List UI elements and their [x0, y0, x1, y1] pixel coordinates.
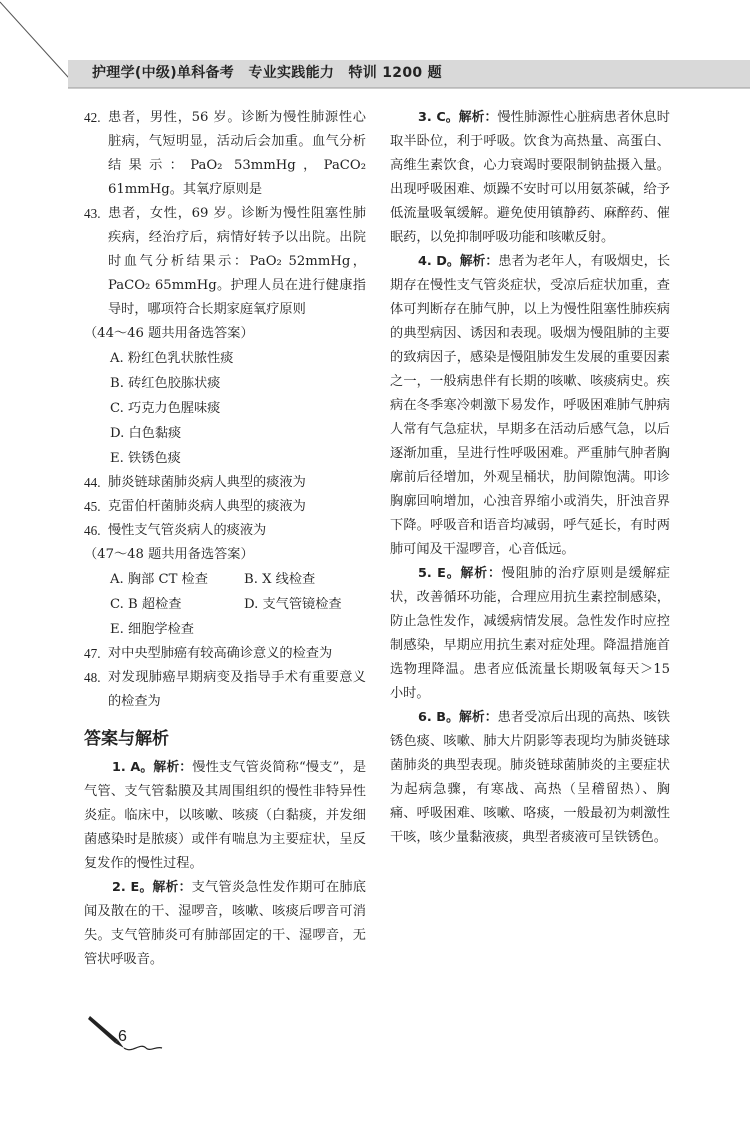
answer-4: 4. D。解析：患者为老年人，有吸烟史，长期存在慢性支气管炎症状，受凉后症状加重，查体可判断存在肺气肿，以上为慢性阻塞性肺疾病的典型病因、诱因和表现。吸烟为慢阻肺的主要的致病因子，感染是慢阻肺发生发展的重要因素之一，一般病患伴有长期的咳嗽、咳痰病史。疾病在冬季寒冷刺激下易发作，呼吸困难肺气肿病人常有气急症状，早期多在活动后感气急，以后逐渐加重，呈进行性呼吸困难。严重肺气肿者胸廓前后径增加，外观呈桶状，肋间隙饱满。叩诊胸廓回响增加，心浊音界缩小或消失，肝浊音界下降。呼吸音和语音均减弱，呼气延长，有时两肺可闻及干湿啰音，心音低远。 — [390, 254, 671, 557]
option-row — [110, 592, 366, 617]
right-column — [390, 106, 670, 850]
answer-2: 2. E。解析：支气管炎急性发作期可在肺底闻及散在的干、湿啰音，咳嗽、咳痰后啰音可消失。支气管肺炎可有肺部固定的干、湿啰音，无管状呼吸音。 — [84, 880, 366, 967]
page-number: 6 — [118, 1028, 127, 1045]
question-46: 46. 慢性支气管炎病人的痰液为 — [84, 523, 267, 538]
question-43: 43. 患者，女性，69 岁。诊断为慢性阻塞性肺疾病，经治疗后，病情好转予以出院。出院时血气分析结果示：PaO₂ 52mmHg，PaCO₂ 65mmHg。护理人员在进行健康指导时，哪项符合长期家庭氧疗原则 — [84, 206, 366, 317]
option-d: D. 白色黏痰 — [110, 426, 182, 441]
option-a: A. 粉红色乳状脓性痰 — [110, 351, 234, 366]
option-b: B. 砖红色胶胨状痰 — [110, 376, 221, 391]
question-48: 48. 对发现肺癌早期病变及指导手术有重要意义的检查为 — [84, 670, 366, 709]
option-b: B. X 线检查 — [244, 572, 316, 587]
answer-1: 1. A。解析：慢性支气管炎简称“慢支”，是气管、支气管黏膜及其周围组织的慢性非特异性炎症。临床中，以咳嗽、咳痰（白黏痰，并发细菌感染时是脓痰）或伴有喘息为主要症状，呈反复发作的慢性过程。 — [84, 760, 367, 871]
option-row — [110, 567, 366, 592]
option-e: E. 铁锈色痰 — [110, 451, 181, 466]
question-47: 47. 对中央型肺癌有较高确诊意义的检查为 — [84, 646, 333, 661]
option-a: A. 胸部 CT 检查 — [110, 572, 208, 587]
question-45: 45. 克雷伯杆菌肺炎病人典型的痰液为 — [84, 499, 306, 514]
option-c: C. 巧克力色腥味痰 — [110, 401, 221, 416]
answer-3: 3. C。解析：慢性肺源性心脏病患者休息时取半卧位，利于呼吸。饮食为高热量、高蛋白、高维生素饮食，心力衰竭时要限制钠盐摄入量。出现呼吸困难、烦躁不安时可以用氨茶碱，给予低流量吸氧缓解。避免使用镇静药、麻醉药、催眠药，以免抑制呼吸功能和咳嗽反射。 — [390, 110, 670, 245]
shared-answer-label: （47～48 题共用备选答案） — [84, 547, 254, 562]
section-title: 答案与解析 — [84, 729, 169, 749]
question-42: 42. 患者，男性，56 岁。诊断为慢性肺源性心脏病，气短明显，活动后会加重。血气分析结果示：PaO₂ 53mmHg，PaCO₂ 61mmHg。其氧疗原则是 — [84, 110, 366, 197]
answer-5: 5. E。解析：慢阻肺的治疗原则是缓解症状，改善循环功能，合理应用抗生素控制感染，防止急性发作，减缓病情发展。急性发作时应控制感染，早期应用抗生素对症处理。降温措施首选物理降温。患者应低流量长期吸氧每天＞15 小时。 — [390, 566, 670, 701]
question-44: 44. 肺炎链球菌肺炎病人典型的痰液为 — [84, 475, 306, 490]
option-c: C. B 超检查 — [110, 597, 182, 612]
running-header: 护理学(中级)单科备考 专业实践能力 特训 1200 题 — [92, 65, 442, 81]
option-e: E. 细胞学检查 — [110, 622, 194, 637]
left-column — [84, 106, 366, 972]
answer-6: 6. B。解析：患者受凉后出现的高热、咳铁锈色痰、咳嗽、肺大片阴影等表现均为肺炎链球菌肺炎的典型表现。肺炎链球菌肺炎的主要症状为起病急骤，有寒战、高热（呈稽留热）、胸痛、呼吸困难、咳嗽、咯痰，一般最初为刺激性干咳，咳少量黏液痰，典型者痰液可呈铁锈色。 — [390, 710, 671, 845]
shared-answer-label: （44～46 题共用备选答案） — [84, 326, 254, 341]
pen-icon — [88, 1010, 168, 1055]
option-d: D. 支气管镜检查 — [244, 597, 342, 612]
